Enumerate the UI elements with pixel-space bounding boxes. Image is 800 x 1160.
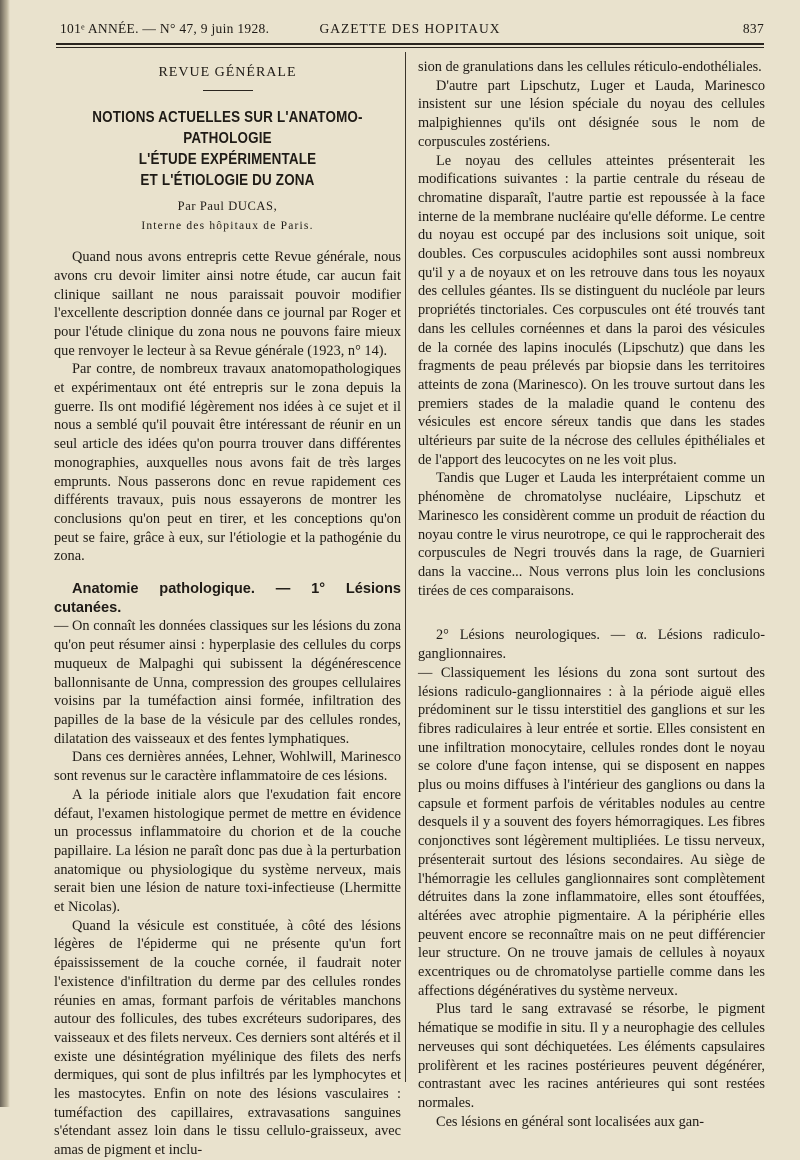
left-column [54, 58, 401, 1160]
page-edge [0, 0, 10, 1107]
author-affiliation: Interne des hôpitaux de Paris. [141, 220, 314, 233]
paragraph: sion de granulations dans les cellules réticulo-endothéliales. [418, 59, 762, 75]
subsection-heading-text: Anatomie pathologique. — 1° Lésions cutanées. [54, 581, 401, 616]
spacer [418, 600, 765, 626]
page-number: 837 [742, 21, 764, 36]
column-divider [405, 52, 406, 1082]
subsection-heading [418, 626, 765, 663]
title-line-3: ET L'ÉTIOLOGIE DU ZONA [140, 171, 315, 189]
paragraph: D'autre part Lipschutz, Luger et Lauda, Marinesco insistent sur une lésion spéciale du noyau des cellules malpighiennes qu'ils ont désignée sous le nom de corpuscules zostériens. [418, 77, 765, 150]
paragraph: Plus tard le sang extravasé se résorbe, le pigment hématique se modifie in situ. Il y a neurophagie des cellules nerveuses qui sont déchiquetées. Les éléments capsulaires prolifèrent et les racines postérieures peuvent dégénérer, contrastant avec les racines antérieures qui sont restées normales. [418, 1001, 765, 1111]
paragraph: — On connaît les données classiques sur les lésions du zona qu'on peut résumer ainsi : hyperplasie des cellules du corps muqueux de Malpaghi qui subissent la dégénérescence ballonnisante de Unna, compression des groupes cellulaires voisins par la tuméfaction ainsi formée, infiltration des papilles de la base de la vésicule par des cellules rondes, dilatation des vaisseaux et des fentes lymphatiques. [54, 618, 401, 747]
byline: Par Paul DUCAS, [177, 198, 278, 213]
paragraph: Par contre, de nombreux travaux anatomopathologiques et expérimentaux ont été entrepris sur le zona depuis la guerre. Ils ont modifié légèrement nos idées à ce sujet et il nous a semblé qu'il pouvait être intéressant de réunir en un seul article des idées qu'on pourra trouver dans différentes monographies, auxquelles nous avons fait de très larges emprunts. Nous passerons donc en revue rapidement ces différents travaux, puis nous essayerons de montrer les conclusions qu'on peut en tirer, et les conceptions qu'on peut se faire, grâce à eux, sur l'étiologie et la pathogénie du zona. [54, 361, 401, 565]
right-column [418, 58, 765, 1131]
paragraph: Quand la vésicule est constituée, à côté des lésions légères de l'épiderme qui ne présente qu'un fort épaississement de la couche cornée, il faudrait noter l'existence d'infiltration du derme par des cellules rondes réunies en amas, formant parfois de véritables manchons autour des follicules, des tubes excréteurs sudoripares, des vaisseaux et des filets nerveux. Ces derniers sont altérés et il existe une désintégration myélinique des filets des nerfs dermiques, qui sont de plus infiltrés par les lymphocytes et les mastocytes. Enfin on note des lésions vasculaires : tuméfaction des capillaires, extravasations sanguines s'étendant assez loin dans le tissu cellulo-graisseux, avec amas de pigment et inclu- [54, 917, 401, 1159]
article-title [82, 107, 373, 191]
paragraph: Ces lésions en général sont localisées aux gan- [436, 1113, 705, 1130]
title-line-1: NOTIONS ACTUELLES SUR L'ANATOMO-PATHOLOGIE [92, 108, 363, 147]
journal-name: GAZETTE DES HOPITAUX [319, 21, 501, 36]
paragraph: A la période initiale alors que l'exudation fait encore défaut, l'examen histologique permet de mettre en évidence un processus inflammatoire du chorion et de la couche papillaire. La lésion ne paraît donc pas due à la perturbation anatomique ou physiologique du système nerveux, mais serait bien une lésion de nature toxi-infectieuse (Lhermitte et Nicolas). [54, 786, 401, 916]
subsection-heading-text: 2° Lésions neurologiques. — α. Lésions radiculo-ganglionnaires. [418, 627, 765, 663]
paragraph: — Classiquement les lésions du zona sont surtout des lésions radiculo-ganglionnaires : à la période aiguë elles prédominent sur le tissu interstitiel des ganglions et sur les fibres radiculaires à leur entrée et sortie. Elles consistent en une infiltration monocytaire, cellules rondes dont le noyau se colore d'une façon intense, qui se disposent en nappes plus ou moins diffuses à l'intérieur des ganglions ou dans la capsule et forment parfois de véritables nodules au centre desquels il y a souvent des foyers hémorragiques. Les fibres conjonctives sont légèrement multipliées. Le tissu nerveux, présenterait surtout des lésions secondaires. Au siège de l'hémorragie les cellules ganglionnaires sont complètement détruites dans la zone inflammatoire, elles sont étouffées, altérées avec atrophie pigmentaire. A la périphérie elles peuvent encore se reconnaître mais on ne peut différencier leur structure. On ne trouve jamais de cellules à noyaux excentriques ou de chromatolyse partielle comme dans les affections dégénératives du système nerveux. [418, 664, 765, 999]
header-rule [56, 43, 764, 45]
running-header [56, 18, 764, 42]
subsection-heading [54, 580, 401, 617]
kicker-rule [203, 90, 253, 91]
spacer [54, 566, 401, 580]
paragraph: Quand nous avons entrepris cette Revue générale, nous avons cru devoir limiter ainsi notre étude, car aucun fait clinique saillant ne nous paraissait pouvoir modifier l'excellente description donnée dans ce journal par Roger et pour l'étude clinique du zona nous ne pouvons faire mieux que renvoyer le lecteur à sa Revue générale (1923, n° 14). [54, 249, 401, 359]
header-rule-thin [56, 47, 764, 48]
title-line-2: L'ÉTUDE EXPÉRIMENTALE [138, 150, 317, 168]
issue-line: 101ᵉ ANNÉE. — N° 47, 9 juin 1928. [60, 21, 270, 36]
paragraph: Le noyau des cellules atteintes présenterait les modifications suivantes : la partie centrale du réseau de chromatine disparaît, l'autre partie est repoussée à la face interne de la membrane nucléaire qu'elle déforme. Le centre du noyau est occupé par des inclusions soit unique, soit doubles. Ces corpuscules acidophiles sont aussi nombreux qu'il y a de noyaux et on les retrouve dans tous les noyaux des cellules géantes. Ils se distinguent du nucléole par leurs propriétés tinctoriales. Ces corpuscules ont été trouvés tant dans les cellules cornéennes et dans la paroi des vésicules de la cornée des lapins inoculés (Lipschutz) que dans les fragments de peau prélevés par biopsie dans les territoires atteints de zona (Marinesco). On les trouve surtout dans les premiers stades de la maladie quand le contenu des vésicules est encore séreux tandis que dans les stades ultérieurs par suite de la nécrose des cellules épithéliales et de l'apport des leucocytes on ne les voit plus. [418, 152, 765, 468]
paragraph: Tandis que Luger et Lauda les interprétaient comme un phénomène de chromatolyse nucléaire, Lipschutz et Marinesco les considèrent comme un produit de réaction du noyau contre le virus neurotrope, ce qui le rapprocherait des corpuscules de Negri trouvés dans la rage, de Guarnieri dans la vaccine... Nous verrons plus loin les conclusions tirées de ces comparaisons. [418, 470, 765, 599]
section-kicker: REVUE GÉNÉRALE [158, 65, 297, 80]
paragraph: Dans ces dernières années, Lehner, Wohlwill, Marinesco sont revenus sur le caractère inflammatoire de ces lésions. [54, 749, 401, 785]
